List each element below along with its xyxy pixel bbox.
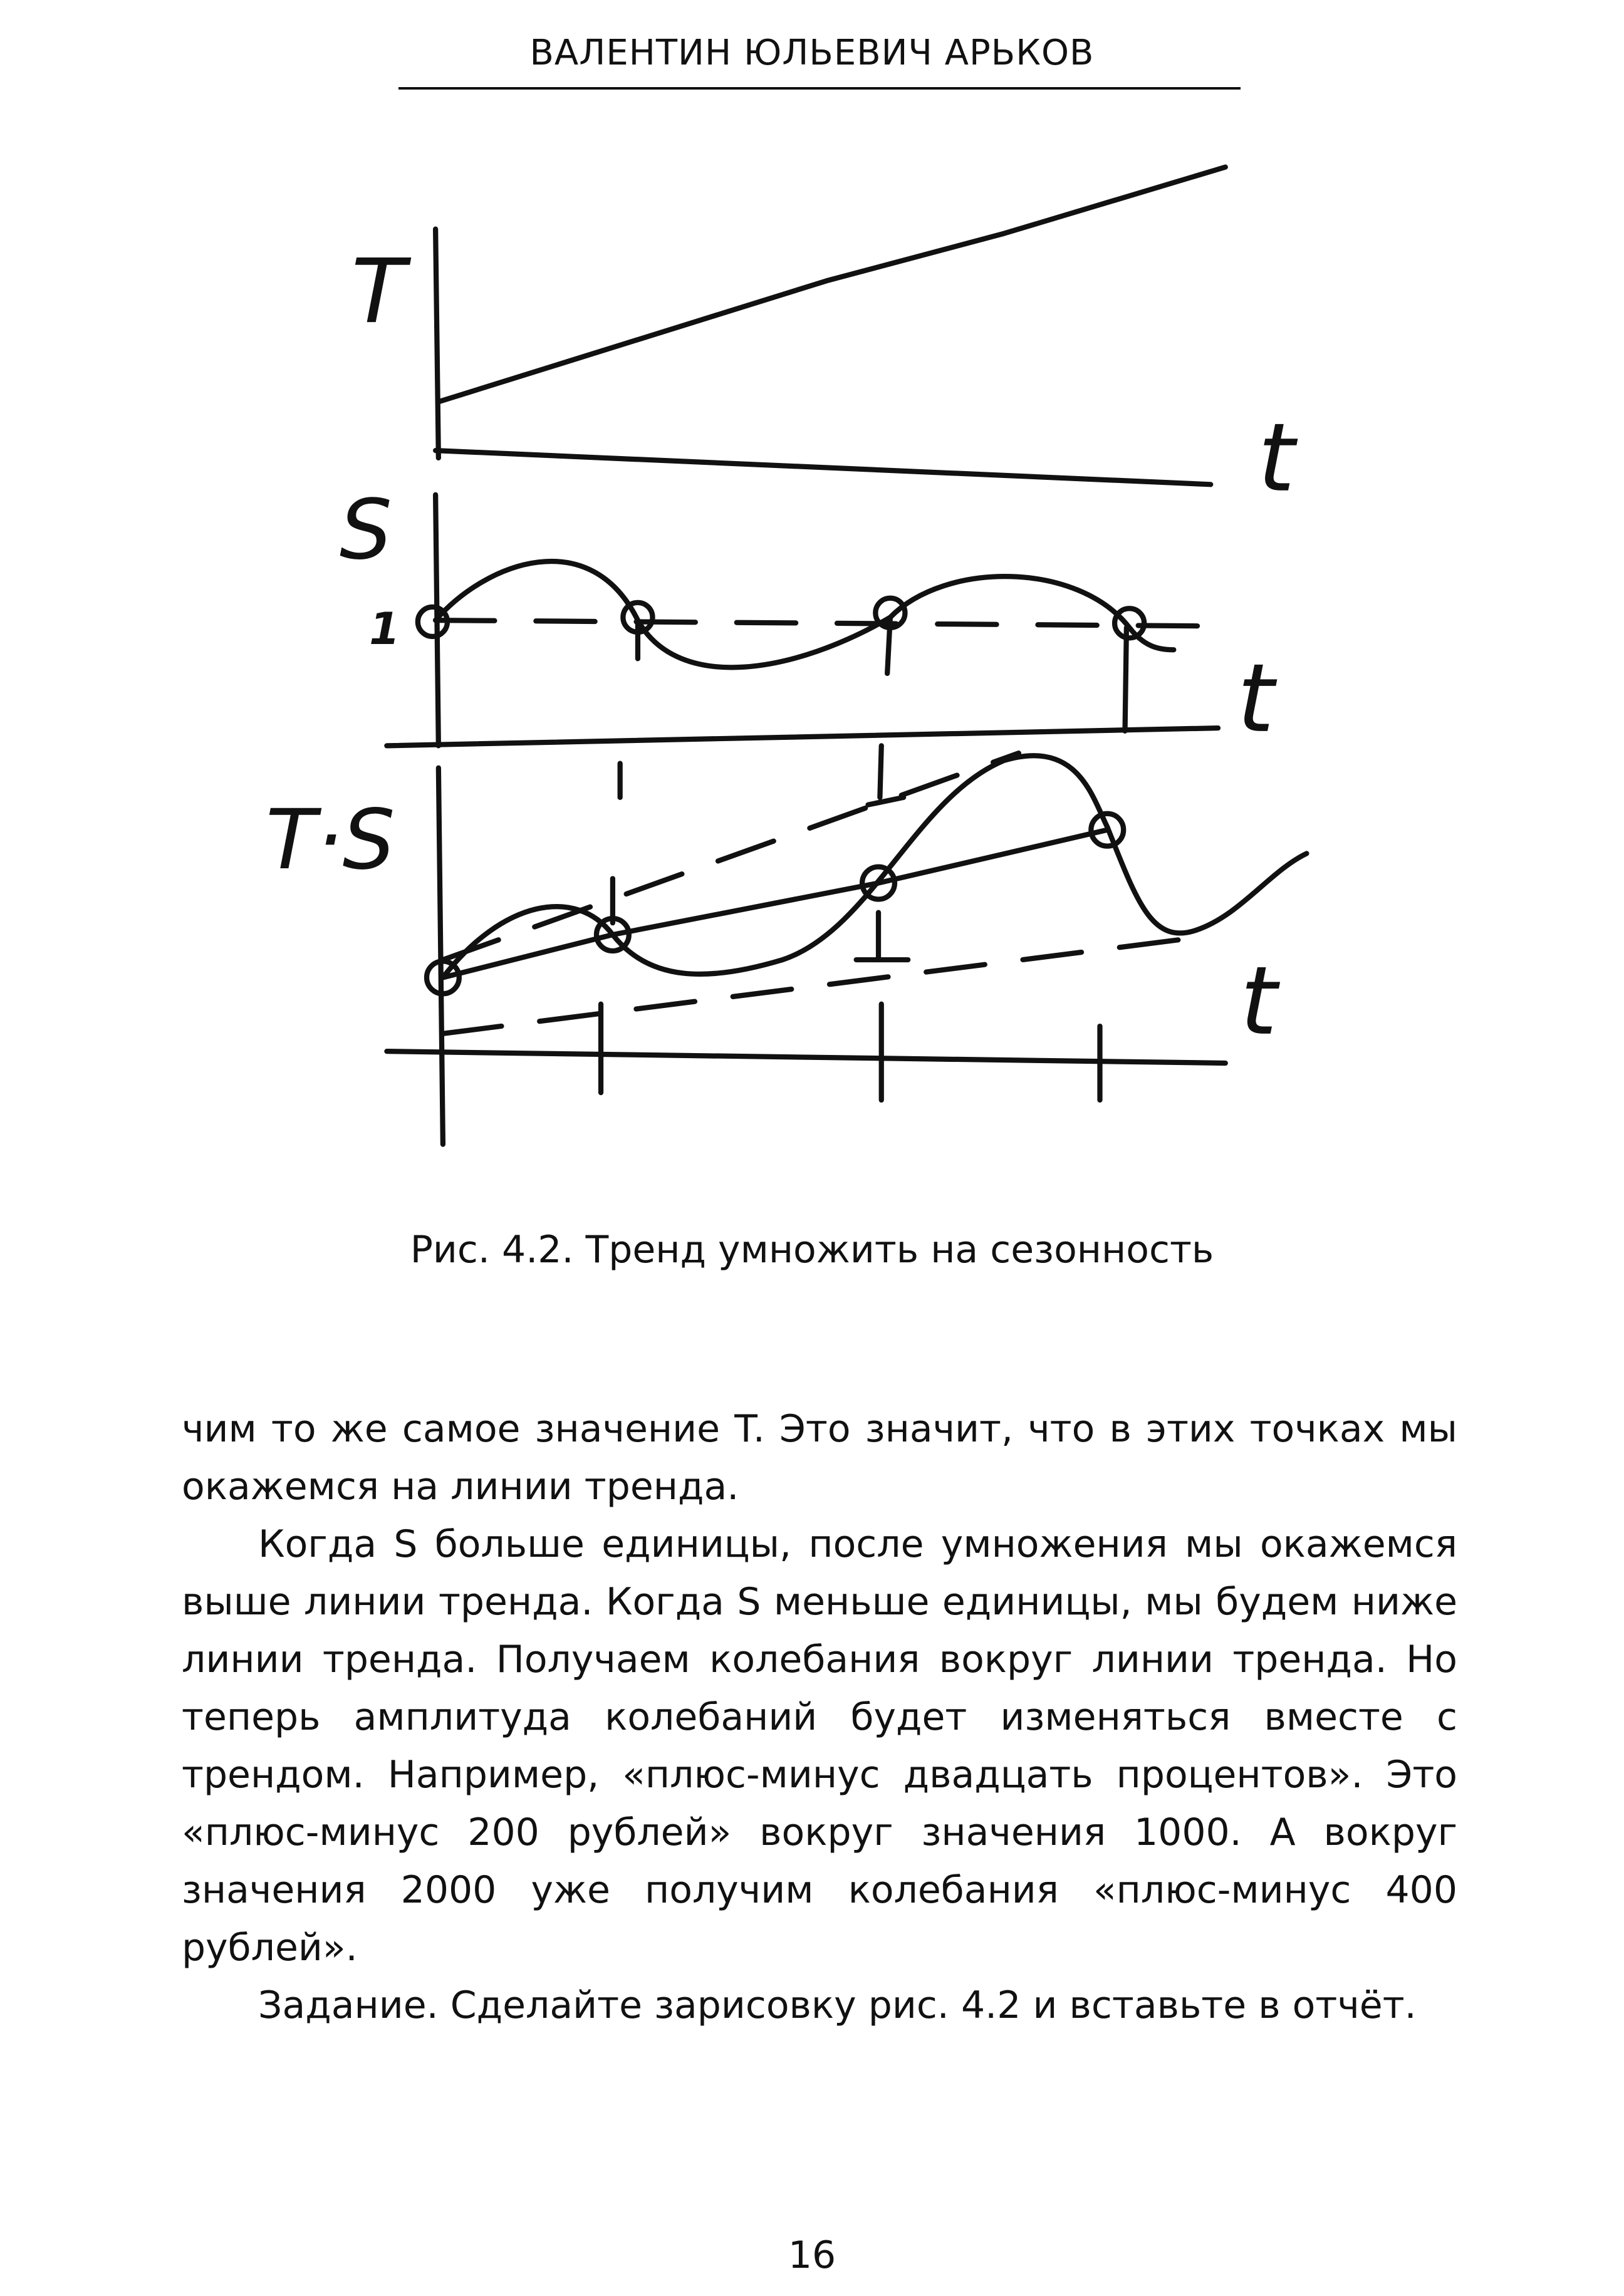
paragraph: Задание. Сделайте зарисовку рис. 4.2 и вставьте в отчёт. (258, 1983, 1417, 2027)
trend-x-axis (435, 450, 1210, 484)
season-curve (435, 561, 1174, 667)
season-panel (340, 482, 1278, 754)
product-panel (266, 745, 1306, 1144)
paragraph: чим то же самое значение T. Это значит, что в этих точках мы окажемся на линии тренда. (182, 1407, 1457, 1509)
trend-line (439, 167, 1226, 402)
trend-panel (351, 167, 1298, 513)
unity-label: 1 (369, 602, 400, 655)
running-header: ВАЛЕНТИН ЮЛЬЕВИЧ АРЬКОВ (529, 33, 1095, 73)
season-markers (418, 598, 1144, 638)
trend-y-axis (435, 229, 439, 458)
season-x-axis (387, 728, 1218, 745)
paragraph: Когда S больше единицы, после умножения мы окажемся выше линии тренда. Когда S меньше единицы, мы будем ниже линии тренда. Получаем колебания вокруг линии тренда. Но теперь амплитуда колебаний будет изменяться вместе с трендом. Например, «плюс-минус двадцать процентов». Это «плюс-минус 200 рублей» вокруг значения 1000. А вокруг значения 2000 уже получим колебания «плюс-минус 400 рублей». (182, 1522, 1457, 1970)
body-text (182, 1400, 1457, 2034)
product-trend-line (443, 830, 1107, 978)
lower-envelope-dashed (443, 938, 1196, 1034)
product-y-axis (439, 768, 443, 1145)
season-unity-dashed-line (435, 620, 1226, 626)
season-axis-label: S (339, 482, 392, 579)
upper-envelope-dashed (443, 753, 1019, 960)
time-axis-label: t (1240, 945, 1278, 1056)
trend-axis-label: T (351, 241, 406, 344)
page-number: 16 (788, 2233, 836, 2277)
time-axis-label: t (1237, 643, 1274, 754)
time-axis-label: t (1257, 402, 1295, 513)
product-axis-label: T·S (266, 792, 395, 888)
figure-caption: Рис. 4.2. Тренд умножить на сезонность (410, 1228, 1214, 1272)
